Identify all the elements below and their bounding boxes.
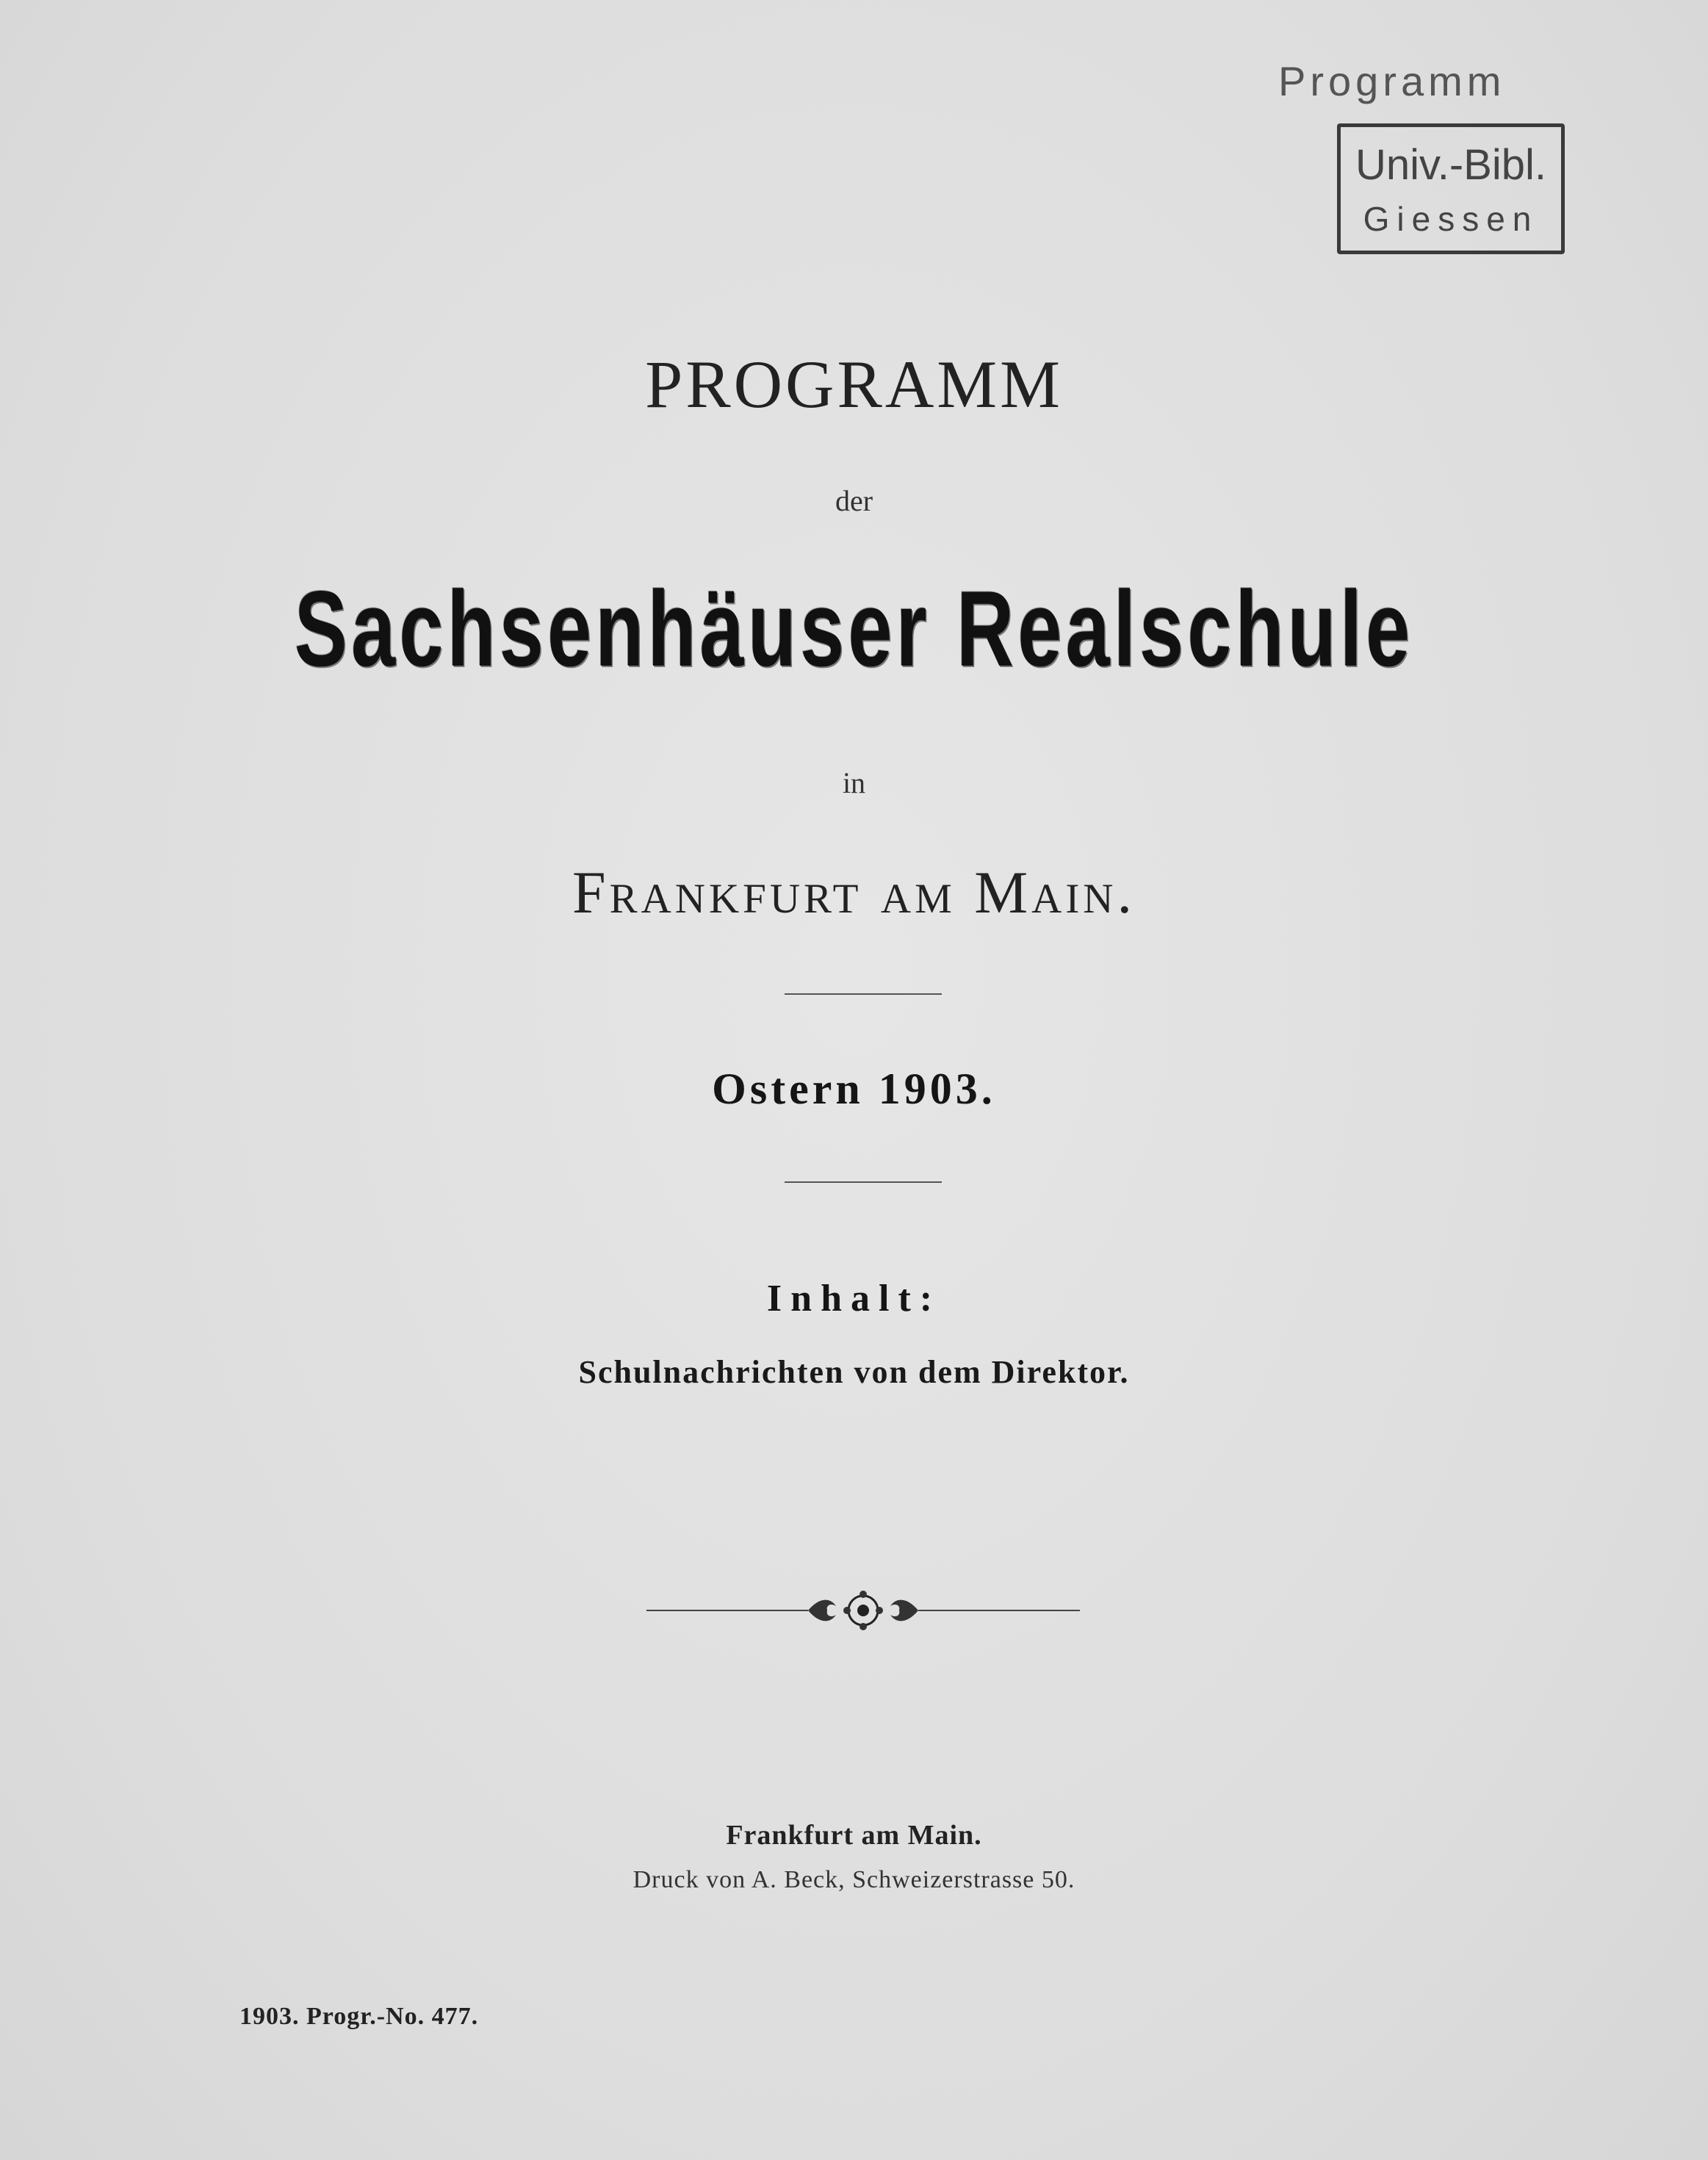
edition-date: Ostern 1903. (712, 1065, 996, 1113)
contents-item: Schulnachrichten von dem Direktor. (578, 1354, 1130, 1390)
divider-rule-top (785, 993, 942, 995)
library-stamp-line1: Univ.-Bibl. (1355, 141, 1546, 189)
library-stamp-line2: Giessen (1363, 200, 1539, 238)
divider-rule-bottom (785, 1181, 942, 1183)
imprint-city: Frankfurt am Main. (726, 1820, 982, 1851)
title-in: in (842, 766, 866, 799)
title-programm: PROGRAMM (645, 347, 1063, 422)
library-stamp (1337, 123, 1565, 254)
title-city: Frankfurt am Main. (572, 859, 1136, 926)
contents-heading: Inhalt: (766, 1278, 942, 1320)
library-mark-label: Programm (1278, 58, 1506, 104)
imprint-printer: Druck von A. Beck, Schweizerstrasse 50. (633, 1866, 1075, 1893)
program-number: 1903. Progr.-No. 477. (239, 2003, 479, 2030)
ornament-divider (646, 1581, 1080, 1640)
title-der: der (835, 484, 873, 517)
title-school-name: Sachsenhäuser Realschule (294, 569, 1414, 688)
